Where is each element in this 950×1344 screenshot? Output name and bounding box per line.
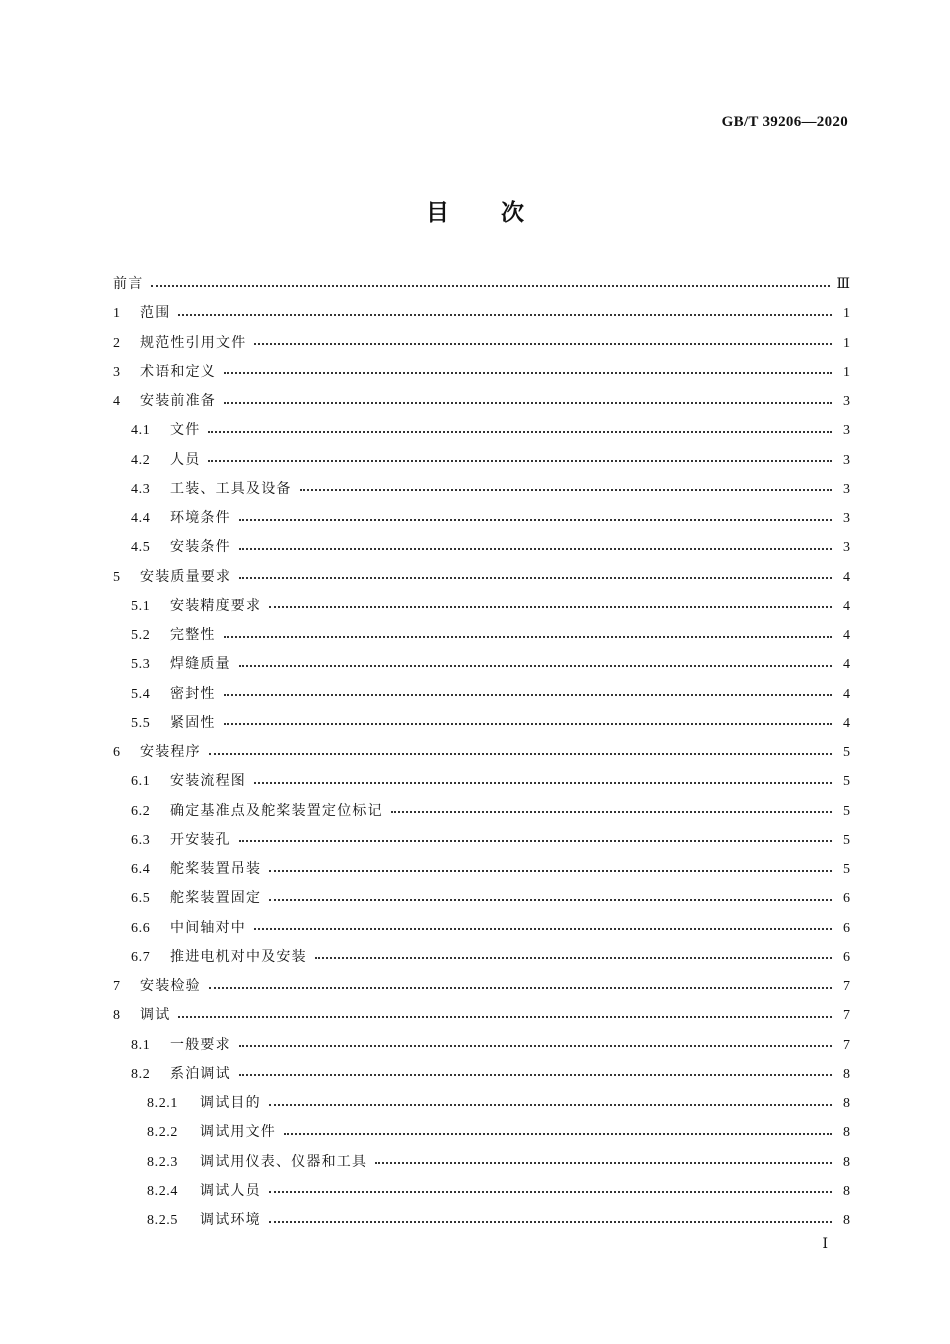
toc-entry[interactable] — [113, 416, 850, 445]
toc-entry-label: 安装流程图 — [170, 773, 246, 790]
toc-entry-label: 调试环境 — [200, 1212, 261, 1228]
toc-entry-label: 调试目的 — [200, 1095, 261, 1111]
toc-entry[interactable] — [113, 884, 850, 913]
toc-entry[interactable] — [113, 1031, 850, 1060]
toc-entry-number: 8.2.5 — [147, 1213, 178, 1228]
toc-entry[interactable] — [113, 914, 850, 943]
toc-entry-page: 6 — [843, 920, 850, 936]
toc-entry-page: 5 — [843, 832, 850, 848]
toc-entry-number: 7 — [113, 979, 121, 994]
toc-entry-label: 调试人员 — [200, 1182, 261, 1199]
toc-entry-label: 中间轴对中 — [170, 919, 246, 936]
toc-dot-leader — [254, 928, 832, 930]
toc-dot-leader — [375, 1162, 832, 1164]
toc-entry[interactable] — [113, 475, 850, 504]
toc-entry-label: 范围 — [140, 305, 171, 322]
toc-entry[interactable] — [113, 1206, 850, 1235]
toc-entry-number: 8.2.4 — [147, 1183, 178, 1199]
toc-entry[interactable] — [113, 826, 850, 855]
toc-entry-page: 1 — [843, 364, 850, 380]
toc-entry[interactable] — [113, 1148, 850, 1177]
toc-dot-leader — [239, 665, 832, 667]
toc-entry-number: 1 — [113, 306, 121, 322]
toc-entry-number: 4.1 — [131, 423, 151, 439]
toc-entry-label: 密封性 — [170, 685, 216, 702]
toc-entry-number: 6.6 — [131, 920, 151, 936]
toc-entry-page: 7 — [843, 1008, 850, 1024]
toc-entry-number: 8.2.2 — [147, 1125, 178, 1141]
toc-dot-leader — [224, 723, 832, 725]
toc-entry[interactable] — [113, 270, 850, 299]
toc-entry-number: 8.2 — [131, 1066, 151, 1082]
toc-dot-leader — [224, 372, 832, 374]
toc-entry[interactable] — [113, 738, 850, 767]
toc-entry[interactable] — [113, 767, 850, 796]
toc-entry[interactable] — [113, 299, 850, 328]
toc-entry-page: 8 — [843, 1154, 850, 1170]
toc-entry-number: 4.5 — [131, 540, 151, 556]
toc-entry-label: 术语和定义 — [140, 363, 216, 380]
toc-entry[interactable] — [113, 972, 850, 1001]
toc-entry-page: 1 — [843, 306, 850, 322]
toc-dot-leader — [269, 606, 832, 608]
toc-dot-leader — [254, 343, 832, 345]
toc-entry-page: 7 — [843, 1037, 850, 1053]
page-number: Ⅰ — [822, 1237, 828, 1252]
toc-entry-number: 2 — [113, 335, 121, 351]
toc-dot-leader — [239, 1074, 832, 1076]
toc-entry-page: 1 — [843, 335, 850, 351]
toc-entry-number: 8.1 — [131, 1037, 151, 1053]
toc-entry-label: 安装检验 — [140, 978, 201, 994]
toc-entry-page: 4 — [843, 569, 850, 585]
toc-entry[interactable] — [113, 1089, 850, 1118]
toc-entry[interactable] — [113, 358, 850, 387]
toc-entry-number: 4.2 — [131, 452, 151, 468]
toc-entry-page: 8 — [843, 1096, 850, 1111]
toc-entry-number: 4.3 — [131, 481, 151, 497]
toc-dot-leader — [224, 402, 832, 404]
toc-entry-page: 5 — [843, 774, 850, 790]
toc-dot-leader — [239, 548, 832, 550]
toc-entry-page: 6 — [843, 949, 850, 965]
toc-dot-leader — [269, 1191, 832, 1193]
toc-dot-leader — [239, 1045, 832, 1047]
toc-dot-leader — [208, 431, 832, 433]
toc-entry-number: 5.2 — [131, 628, 151, 643]
toc-entry[interactable] — [113, 592, 850, 621]
toc-entry-number: 8.2.1 — [147, 1096, 178, 1111]
toc-entry[interactable] — [113, 943, 850, 972]
toc-entry[interactable] — [113, 1001, 850, 1030]
toc-entry-page: 3 — [843, 452, 850, 468]
toc-entry-page: 4 — [843, 686, 850, 702]
toc-entry-label: 调试用文件 — [200, 1124, 276, 1141]
toc-entry-number: 6.4 — [131, 862, 151, 877]
toc-entry-label: 工装、工具及设备 — [170, 480, 292, 497]
toc-dot-leader — [254, 782, 832, 784]
toc-entry-number: 4.4 — [131, 511, 151, 526]
toc-dot-leader — [269, 1221, 832, 1223]
toc-dot-leader — [178, 1016, 832, 1018]
toc-entry-number: 5.3 — [131, 657, 151, 673]
toc-entry-label: 环境条件 — [170, 510, 231, 526]
toc-entry-label: 焊缝质量 — [170, 656, 231, 673]
toc-entry-page: 8 — [843, 1066, 850, 1082]
toc-entry-label: 文件 — [170, 422, 201, 439]
toc-entry-label: 前言 — [113, 276, 144, 292]
toc-entry-page: 3 — [843, 394, 850, 409]
toc-dot-leader — [178, 314, 832, 316]
toc-entry[interactable] — [113, 855, 850, 884]
toc-entry-label: 确定基准点及舵桨装置定位标记 — [170, 802, 383, 819]
toc-entry-number: 4 — [113, 394, 121, 409]
toc-entry-number: 6.1 — [131, 774, 151, 790]
toc-entry-number: 8 — [113, 1008, 121, 1024]
toc-entry-number: 6.7 — [131, 949, 151, 965]
toc-dot-leader — [151, 285, 830, 287]
toc-entry[interactable] — [113, 797, 850, 826]
toc-entry[interactable] — [113, 680, 850, 709]
toc-entry-number: 6.3 — [131, 832, 151, 848]
toc-dot-leader — [239, 577, 832, 579]
toc-entry-label: 规范性引用文件 — [140, 334, 247, 351]
toc-entry-page: 3 — [843, 511, 850, 526]
toc-entry-number: 6.5 — [131, 891, 151, 907]
toc-entry-number: 3 — [113, 364, 121, 380]
toc-entry-number: 6.2 — [131, 803, 151, 819]
table-of-contents — [113, 270, 850, 1235]
toc-entry[interactable] — [113, 387, 850, 416]
toc-dot-leader — [391, 811, 832, 813]
toc-entry-page: 3 — [843, 481, 850, 497]
toc-entry-label: 舵桨装置吊装 — [170, 861, 262, 877]
toc-dot-leader — [239, 840, 832, 842]
toc-entry-number: 5 — [113, 569, 121, 585]
toc-entry-page: 5 — [843, 862, 850, 877]
toc-dot-leader — [269, 870, 832, 872]
toc-dot-leader — [300, 489, 832, 491]
toc-entry-page: 3 — [843, 540, 850, 556]
toc-entry-number: 5.4 — [131, 686, 151, 702]
toc-entry-label: 人员 — [170, 451, 201, 468]
toc-entry-page: Ⅲ — [836, 277, 850, 292]
toc-entry-label: 安装程序 — [140, 744, 201, 760]
toc-dot-leader — [239, 519, 832, 521]
toc-entry[interactable] — [113, 563, 850, 592]
toc-entry[interactable] — [113, 329, 850, 358]
standard-code: GB/T 39206—2020 — [721, 114, 848, 130]
toc-entry[interactable] — [113, 504, 850, 533]
toc-entry-page: 5 — [843, 803, 850, 819]
toc-entry[interactable] — [113, 709, 850, 738]
toc-entry-label: 紧固性 — [170, 714, 216, 731]
toc-entry-number: 6 — [113, 745, 121, 760]
toc-entry-page: 6 — [843, 891, 850, 907]
toc-entry-page: 4 — [843, 657, 850, 673]
toc-dot-leader — [209, 987, 832, 989]
toc-entry[interactable] — [113, 1177, 850, 1206]
toc-entry-label: 安装前准备 — [140, 393, 216, 409]
toc-entry-page: 7 — [843, 979, 850, 994]
toc-entry-page: 5 — [843, 745, 850, 760]
toc-entry-page: 8 — [843, 1213, 850, 1228]
toc-entry-label: 安装精度要求 — [170, 597, 262, 614]
toc-dot-leader — [208, 460, 832, 462]
toc-dot-leader — [269, 899, 832, 901]
toc-entry-page: 8 — [843, 1183, 850, 1199]
toc-dot-leader — [269, 1104, 832, 1106]
toc-entry-page: 8 — [843, 1125, 850, 1141]
toc-dot-leader — [224, 636, 832, 638]
toc-entry-number: 8.2.3 — [147, 1154, 178, 1170]
toc-entry-number: 5.1 — [131, 598, 151, 614]
toc-entry-label: 调试 — [140, 1007, 171, 1024]
page-title: 目次 — [426, 200, 576, 226]
toc-dot-leader — [224, 694, 832, 696]
toc-entry-label: 安装质量要求 — [140, 568, 232, 585]
toc-entry[interactable] — [113, 1118, 850, 1147]
toc-entry[interactable] — [113, 1060, 850, 1089]
toc-entry-label: 系泊调试 — [170, 1065, 231, 1082]
toc-entry[interactable] — [113, 533, 850, 562]
toc-entry[interactable] — [113, 621, 850, 650]
toc-entry-label: 一般要求 — [170, 1036, 231, 1053]
toc-entry-page: 4 — [843, 628, 850, 643]
toc-dot-leader — [209, 753, 832, 755]
toc-dot-leader — [284, 1133, 832, 1135]
toc-entry-label: 舵桨装置固定 — [170, 890, 262, 907]
toc-entry-label: 推进电机对中及安装 — [170, 948, 307, 965]
toc-entry-label: 开安装孔 — [170, 831, 231, 848]
toc-entry[interactable] — [113, 446, 850, 475]
toc-entry-number: 5.5 — [131, 715, 151, 731]
toc-entry-label: 安装条件 — [170, 539, 231, 556]
toc-entry-page: 4 — [843, 715, 850, 731]
toc-entry-page: 3 — [843, 423, 850, 439]
toc-dot-leader — [315, 957, 832, 959]
toc-entry-page: 4 — [843, 598, 850, 614]
toc-entry-label: 完整性 — [170, 627, 216, 643]
toc-entry[interactable] — [113, 650, 850, 679]
toc-entry-label: 调试用仪表、仪器和工具 — [200, 1153, 368, 1170]
